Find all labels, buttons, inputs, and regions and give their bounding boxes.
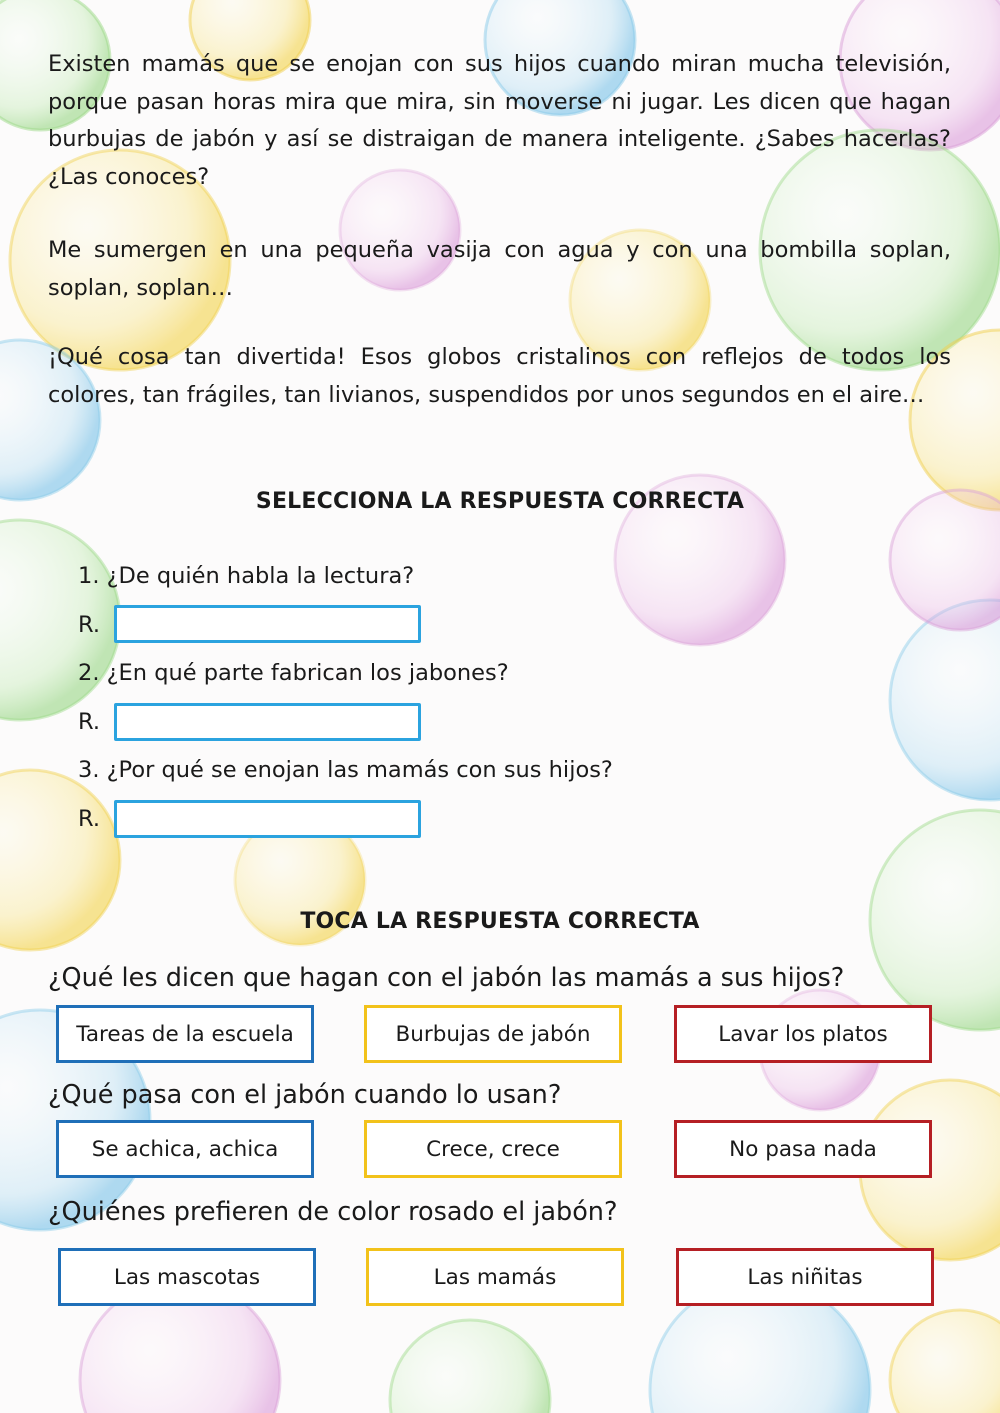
- option-button[interactable]: Las niñitas: [676, 1248, 934, 1306]
- option-button[interactable]: Las mamás: [366, 1248, 624, 1306]
- section-title-touch: TOCA LA RESPUESTA CORRECTA: [300, 909, 700, 934]
- choice-question: ¿Quiénes prefieren de color rosado el jabón?: [48, 1197, 618, 1227]
- answer-label: R.: [78, 709, 100, 735]
- answer-label: R.: [78, 612, 100, 638]
- option-button[interactable]: Lavar los platos: [674, 1005, 932, 1063]
- section-title-select: SELECCIONA LA RESPUESTA CORRECTA: [255, 489, 745, 514]
- question-text: 1. ¿De quién habla la lectura?: [78, 563, 415, 589]
- choice-question: ¿Qué pasa con el jabón cuando lo usan?: [48, 1080, 562, 1110]
- option-button[interactable]: Las mascotas: [58, 1248, 316, 1306]
- answer-input-3[interactable]: [114, 800, 421, 838]
- answer-input-2[interactable]: [114, 703, 421, 741]
- option-button[interactable]: Crece, crece: [364, 1120, 622, 1178]
- question-text: 2. ¿En qué parte fabrican los jabones?: [78, 660, 509, 686]
- reading-paragraph: Existen mamás que se enojan con sus hijos cuando miran mucha televisión, porque pasan horas mira que mira, sin moverse ni jugar. Les dicen que hagan burbujas de jabón y así se distraigan de manera inteligente. ¿Sabes hacerlas? ¿Las conoces?: [48, 51, 951, 190]
- choice-question: ¿Qué les dicen que hagan con el jabón las mamás a sus hijos?: [48, 963, 845, 993]
- reading-paragraph: Me sumergen en una pequeña vasija con agua y con una bombilla soplan, soplan, soplan…: [48, 237, 951, 301]
- answer-input-1[interactable]: [114, 605, 421, 643]
- reading-paragraph: ¡Qué cosa tan divertida! Esos globos cristalinos con reflejos de todos los colores, tan frágiles, tan livianos, suspendidos por unos segundos en el aire…: [48, 344, 951, 408]
- option-button[interactable]: Se achica, achica: [56, 1120, 314, 1178]
- option-button[interactable]: No pasa nada: [674, 1120, 932, 1178]
- option-button[interactable]: Burbujas de jabón: [364, 1005, 622, 1063]
- question-text: 3. ¿Por qué se enojan las mamás con sus hijos?: [78, 757, 613, 783]
- option-button[interactable]: Tareas de la escuela: [56, 1005, 314, 1063]
- answer-label: R.: [78, 806, 100, 832]
